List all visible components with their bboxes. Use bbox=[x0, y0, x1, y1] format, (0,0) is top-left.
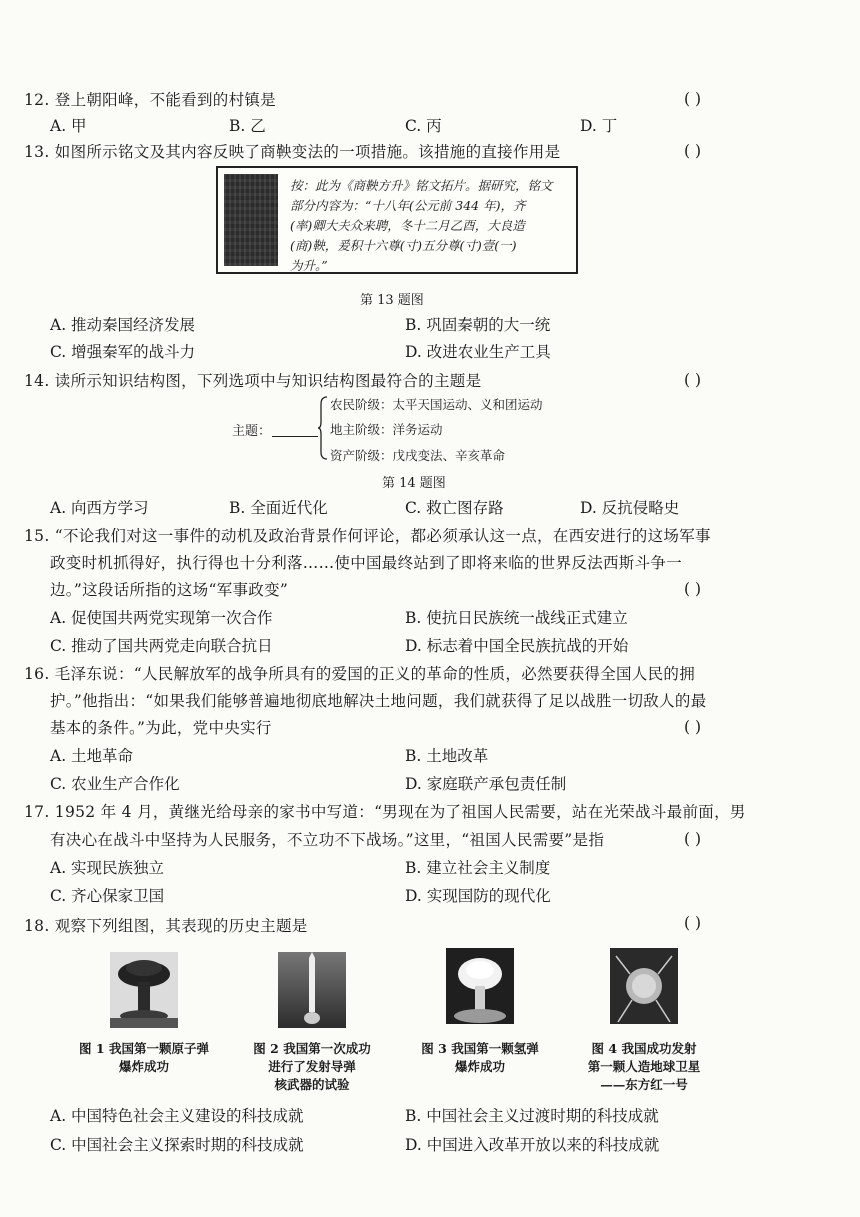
q17-option-b: B. 建立社会主义制度 bbox=[405, 859, 551, 877]
q15-option-a: A. 促使国共两党实现第一次合作 bbox=[50, 609, 273, 627]
caption-line: 核武器的试验 bbox=[274, 1077, 350, 1092]
caption-line: 爆炸成功 bbox=[118, 1059, 169, 1074]
q18-figure3-caption bbox=[404, 1040, 556, 1076]
q14-branch-peasant: 农民阶级：太平天国运动、义和团运动 bbox=[330, 397, 543, 412]
q16-stem-line: 16. 毛泽东说：“人民解放军的战争所具有的爱国的正义的革命的性质，必然要获得全国人民的拥 bbox=[24, 665, 696, 683]
q13-box-line: (率)卿大夫众来聘，冬十二月乙酉，大良造 bbox=[290, 218, 525, 233]
q18-answer-paren: ( ) bbox=[684, 914, 702, 932]
missile-launch-photo bbox=[278, 952, 346, 1028]
q13-box-line: (商)鞅，爰积十六尊(寸)五分尊(寸)壹(一) bbox=[290, 238, 517, 253]
q13-option-d: D. 改进农业生产工具 bbox=[405, 343, 551, 361]
q14-stem: 14. 读所示知识结构图，下列选项中与知识结构图最符合的主题是 bbox=[24, 372, 482, 390]
q13-box-line: 部分内容为：“十八年(公元前 344 年)，齐 bbox=[290, 198, 526, 213]
q15-answer-paren: ( ) bbox=[684, 580, 702, 598]
q16-stem-line: 护。”他指出：“如果我们能够普遍地彻底地解决土地问题，我们就获得了足以战胜一切敌人的最 bbox=[50, 692, 707, 710]
q15-stem-line: 15. “不论我们对这一事件的动机及政治背景作何评论，都必须承认这一点，在西安进行的这场军事 bbox=[24, 527, 711, 545]
q18-figure4-caption bbox=[568, 1040, 720, 1094]
q14-option-a: A. 向西方学习 bbox=[50, 499, 149, 517]
inscription-rubbing-image bbox=[224, 174, 278, 266]
q15-stem-line: 政变时机抓得好，执行得也十分利落……使中国最终站到了即将来临的世界反法西斯斗争一 bbox=[50, 554, 683, 572]
q14-option-c: C. 救亡图存路 bbox=[405, 499, 504, 517]
q12-option-b: B. 乙 bbox=[229, 117, 266, 135]
q16-stem-line: 基本的条件。”为此，党中央实行 bbox=[50, 719, 272, 737]
q18-option-d: D. 中国进入改革开放以来的科技成就 bbox=[405, 1136, 660, 1154]
q12-stem: 12. 登上朝阳峰，不能看到的村镇是 bbox=[24, 91, 276, 109]
q14-theme-label: 主题： bbox=[232, 424, 272, 439]
q16-answer-paren: ( ) bbox=[684, 718, 702, 736]
caption-line: 图 3 我国第一颗氢弹 bbox=[421, 1041, 539, 1056]
q14-branch-landlord: 地主阶级：洋务运动 bbox=[330, 422, 443, 437]
q13-stem: 13. 如图所示铭文及其内容反映了商鞅变法的一项措施。该措施的直接作用是 bbox=[24, 143, 561, 161]
satellite-photo bbox=[610, 948, 678, 1024]
q18-option-c: C. 中国社会主义探索时期的科技成就 bbox=[50, 1136, 304, 1154]
q13-box-line: 为升。” bbox=[290, 258, 328, 273]
q14-option-d: D. 反抗侵略史 bbox=[580, 499, 680, 517]
q16-option-a: A. 土地革命 bbox=[50, 747, 134, 765]
q13-inscription-box bbox=[216, 166, 578, 274]
q17-option-a: A. 实现民族独立 bbox=[50, 859, 165, 877]
q18-figure2-caption bbox=[236, 1040, 388, 1094]
q17-option-c: C. 齐心保家卫国 bbox=[50, 887, 165, 905]
q18-figure1-caption bbox=[68, 1040, 220, 1076]
q13-answer-paren: ( ) bbox=[684, 142, 702, 160]
q14-theme-blank bbox=[272, 436, 318, 437]
caption-line: 第一颗人造地球卫星 bbox=[587, 1059, 701, 1074]
q17-answer-paren: ( ) bbox=[684, 830, 702, 848]
q17-option-d: D. 实现国防的现代化 bbox=[405, 887, 551, 905]
q14-figure-caption: 第 14 题图 bbox=[382, 476, 446, 491]
q12-option-d: D. 丁 bbox=[580, 117, 618, 135]
q16-option-d: D. 家庭联产承包责任制 bbox=[405, 775, 567, 793]
mushroom-cloud-photo bbox=[110, 952, 178, 1028]
q15-option-d: D. 标志着中国全民族抗战的开始 bbox=[405, 637, 629, 655]
q16-option-c: C. 农业生产合作化 bbox=[50, 775, 180, 793]
caption-line: 图 1 我国第一颗原子弹 bbox=[79, 1041, 209, 1056]
q14-brace-icon bbox=[318, 396, 328, 460]
q13-figure-caption: 第 13 题图 bbox=[360, 293, 424, 308]
caption-line: 图 4 我国成功发射 bbox=[591, 1041, 697, 1056]
q13-option-a: A. 推动秦国经济发展 bbox=[50, 316, 196, 334]
q15-stem-line: 边。”这段话所指的这场“军事政变” bbox=[50, 581, 289, 599]
q18-stem: 18. 观察下列组图，其表现的历史主题是 bbox=[24, 917, 308, 935]
q12-answer-paren: ( ) bbox=[684, 90, 702, 108]
q14-option-b: B. 全面近代化 bbox=[229, 499, 328, 517]
q12-option-c: C. 丙 bbox=[405, 117, 442, 135]
q13-box-line: 按：此为《商鞅方升》铭文拓片。据研究，铭文 bbox=[290, 178, 553, 193]
q16-option-b: B. 土地改革 bbox=[405, 747, 489, 765]
q13-option-b: B. 巩固秦朝的大一统 bbox=[405, 316, 551, 334]
caption-line: 爆炸成功 bbox=[454, 1059, 505, 1074]
q12-option-a: A. 甲 bbox=[50, 117, 87, 135]
q13-inscription-text bbox=[290, 176, 572, 276]
q14-branch-bourgeois: 资产阶级：戊戌变法、辛亥革命 bbox=[330, 448, 506, 463]
q14-answer-paren: ( ) bbox=[684, 371, 702, 389]
hydrogen-bomb-photo bbox=[446, 948, 514, 1024]
q17-stem-line: 有决心在战斗中坚持为人民服务，不立功不下战场。”这里，“祖国人民需要”是指 bbox=[50, 831, 605, 849]
q18-option-b: B. 中国社会主义过渡时期的科技成就 bbox=[405, 1107, 659, 1125]
q13-option-c: C. 增强秦军的战斗力 bbox=[50, 343, 196, 361]
q15-option-b: B. 使抗日民族统一战线正式建立 bbox=[405, 609, 628, 627]
caption-line: 进行了发射导弹 bbox=[268, 1059, 356, 1074]
caption-line: 图 2 我国第一次成功 bbox=[253, 1041, 371, 1056]
q15-option-c: C. 推动了国共两党走向联合抗日 bbox=[50, 637, 273, 655]
caption-line: ——东方红一号 bbox=[600, 1077, 688, 1092]
q17-stem-line: 17. 1952 年 4 月，黄继光给母亲的家书中写道：“男现在为了祖国人民需要，站在光荣战斗最前面，男 bbox=[24, 803, 746, 821]
q18-option-a: A. 中国特色社会主义建设的科技成就 bbox=[50, 1107, 304, 1125]
